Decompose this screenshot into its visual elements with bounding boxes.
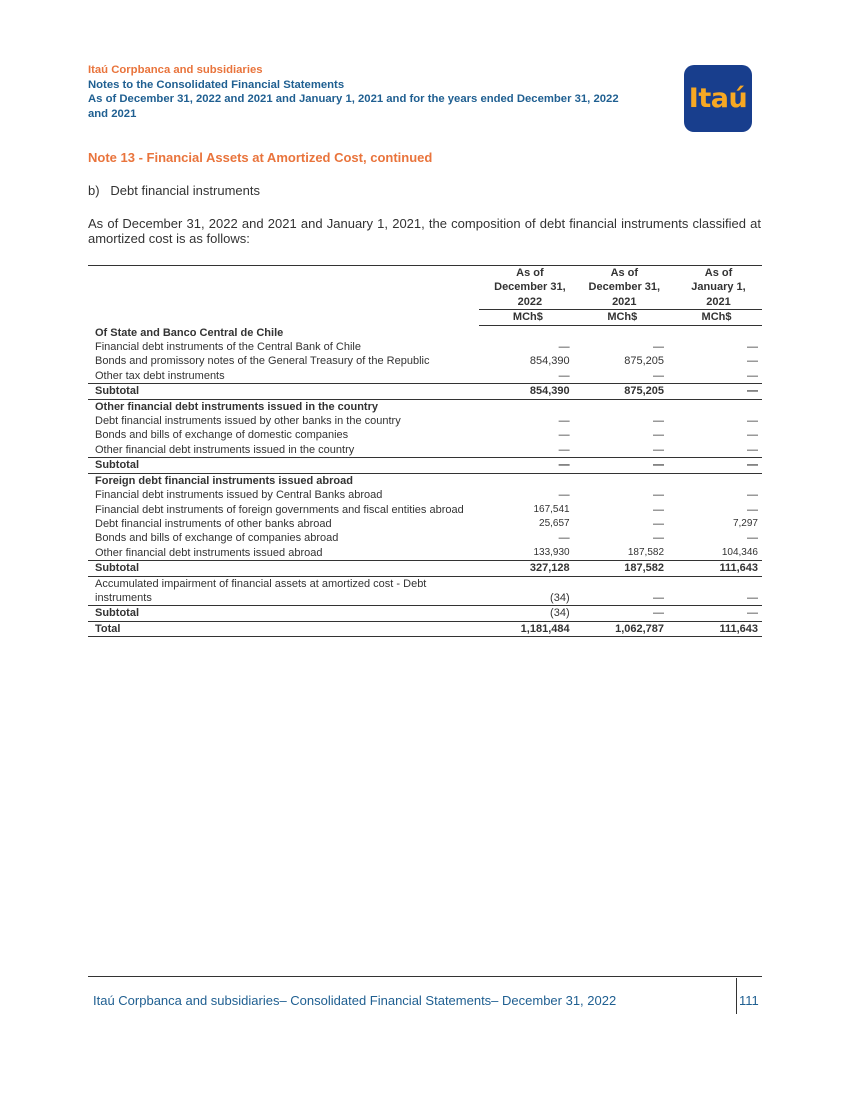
unit-label: MCh$ [479,310,573,325]
table-row: Bonds and bills of exchange of domestic companies — — — [95,429,758,442]
note-title: Note 13 - Financial Assets at Amortized Cost, continued [88,150,433,165]
company-name: Itaú Corpbanca and subsidiaries [88,64,263,76]
section-title: Of State and Banco Central de Chile [95,326,284,339]
debt-instruments-table [88,265,762,637]
unit-label: MCh$ [668,310,762,325]
section-heading-row [88,473,762,488]
subtotal-row: Subtotal 854,390 875,205 — [88,384,762,399]
page-number: 111 [739,993,759,1008]
table-row: Other tax debt instruments — — — [95,369,758,382]
table-row: Bonds and bills of exchange of companies abroad — — — [95,532,758,545]
itau-logo [684,65,752,132]
unit-row [88,310,762,325]
section-title: Foreign debt financial instruments issued abroad [95,474,353,487]
footer-divider [88,976,762,977]
table-row: Financial debt instruments issued by Central Banks abroad — — — [95,489,758,502]
table-row: Accumulated impairment of financial assets at amortized cost - Debt instruments (34) — — [95,577,758,604]
table-row: Other financial debt instruments issued abroad 133,930 187,582 104,346 [95,546,758,559]
table-row: Debt financial instruments of other banks abroad 25,657 — 7,297 [95,517,758,530]
table-row: Other financial debt instruments issued in the country — — — [95,443,758,456]
table-row: Debt financial instruments issued by other banks in the country — — — [95,415,758,428]
total-row: Total 1,181,484 1,062,787 111,643 [88,621,762,636]
subtotal-row: Subtotal 327,128 187,582 111,643 [88,561,762,576]
section-heading-row [88,325,762,340]
column-header: As of December 31, 2021 [574,266,668,310]
footer-separator [736,978,737,1014]
section-heading-row [88,399,762,414]
header-line-notes: Notes to the Consolidated Financial Statements [88,78,345,91]
table-row: Financial debt instruments of foreign governments and fiscal entities abroad 167,541 — — [95,503,758,516]
subsection-heading: b) Debt financial instruments [88,183,260,198]
column-header: As of January 1, 2021 [668,266,762,310]
header-line-period: As of December 31, 2022 and 2021 and January 1, 2021 and for the years ended December 31, 2022 [88,93,619,106]
subtotal-row: Subtotal — — — [88,458,762,473]
table-header-row [88,266,762,310]
unit-label: MCh$ [574,310,668,325]
table-row: Bonds and promissory notes of the General Treasury of the Republic 854,390 875,205 — [95,355,758,368]
header-line-period-end: and 2021 [88,107,137,120]
column-header: As of December 31, 2022 [479,266,573,310]
table-row: Financial debt instruments of the Central Bank of Chile — — — [95,341,758,354]
section-title: Other financial debt instruments issued in the country [95,400,378,413]
subtotal-row: Subtotal (34) — — [88,606,762,621]
intro-paragraph: As of December 31, 2022 and 2021 and January 1, 2021, the composition of debt financial instruments classified at amortized cost is as follows: [88,216,761,246]
document-header [88,63,688,121]
logo-text: Itaú [688,83,748,114]
footer-text: Itaú Corpbanca and subsidiaries– Consolidated Financial Statements– December 31, 2022 [93,993,617,1008]
